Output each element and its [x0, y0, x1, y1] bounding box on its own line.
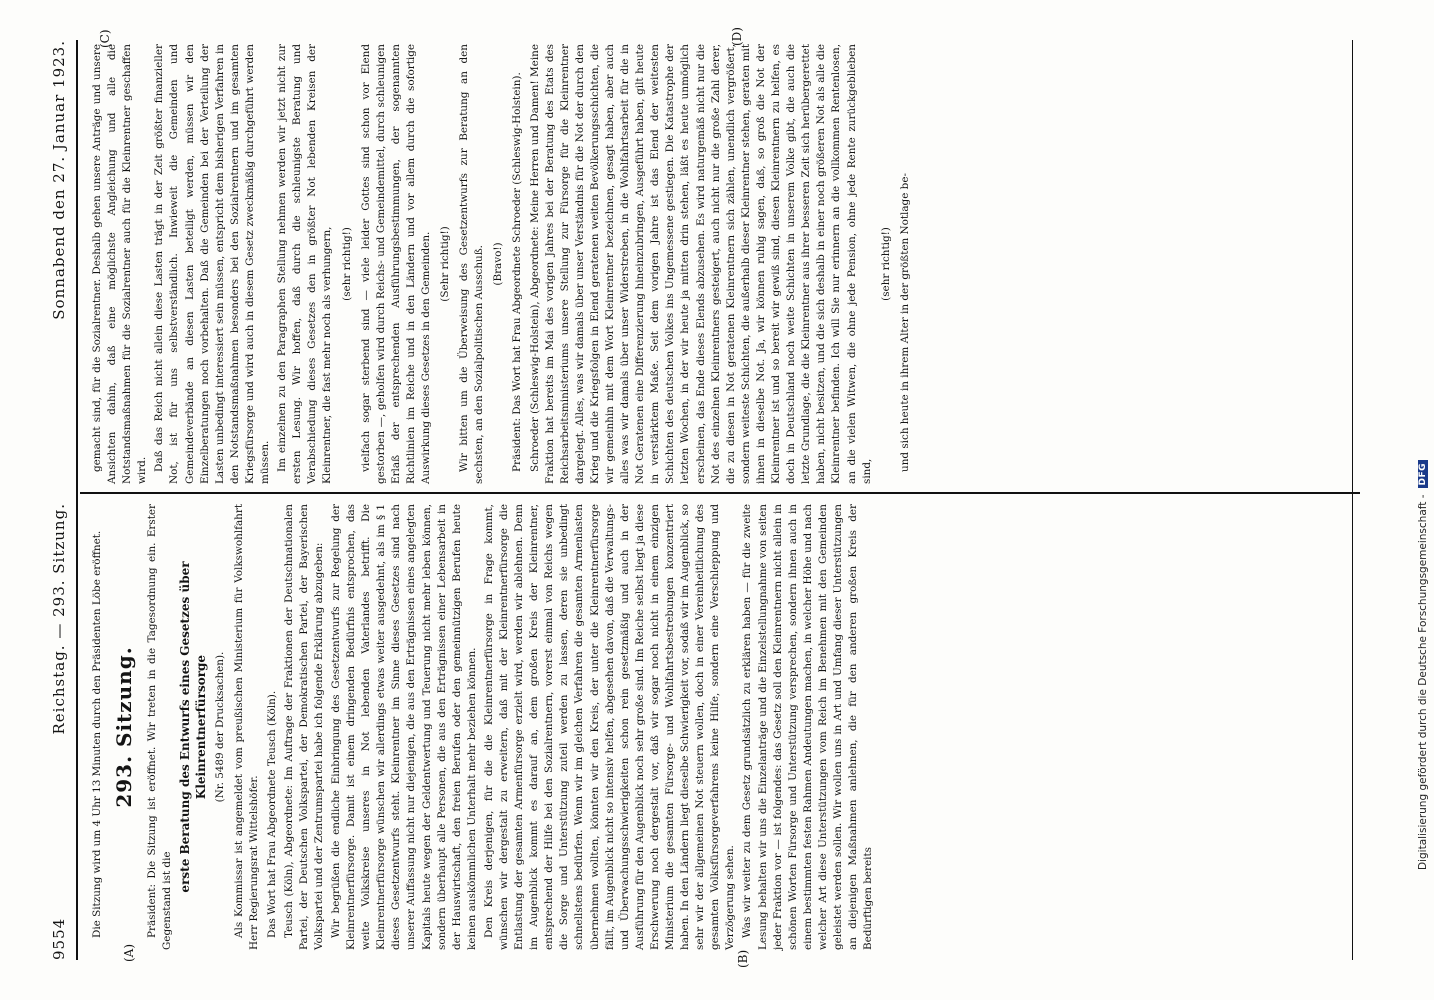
- digitization-credit: [1414, 10, 1432, 870]
- marker-a: (A): [122, 943, 136, 962]
- page-number: 9554: [50, 917, 68, 960]
- teusch-paragraph-2: Den Kreis derjenigen, für die die Kleinrentnerfürsorge in Frage kommt, wünschen wir dergestalt zu erweitern, daß mit der Kleinrentnerfürsorge die Entlastung der gesamten Armenfürsorge erzielt wird, werden wir ablehnen. Denn im Augenblick kommt es darauf an, dem großen Kreis der Kleinrentner, entsprechend der Hilfe bei den Sozialrentnern, vorerst einmal von Reichs wegen die Sorge und Unterstützung zuteil werden zu lassen, deren sie unbedingt schnellstens bedürfen. Wenn wir im gleichen Verfahren die gesamten Armenlasten übernehmen wollten, könnten wir den Kreis, der unter die Kleinrentnerfürsorge fällt, im Augenblick nicht so intensiv helfen, abgesehen davon, daß die Verwaltungs- und Überwachungsschwierigkeiten schon rein gesetzmäßig und auch in der Ausführung für den Augenblick noch sehr große sind. Im Reiche selbst liegt ja diese Erschwerung noch dergestalt vor, daß wir sogar noch nicht in einem einzigen Ministerium die gesamten Fürsorge- und Wohlfahrtsbestrebungen konzentriert haben. In den Ländern liegt dieselbe Schwierigkeit vor, sodaß wir im Augenblick, so sehr wir der allgemeinen Not steuern wollen, doch in einer Vereinheitlichung des gesamten Volksfürsorgeverfahrens keine Hilfe, sondern eine Verschleppung und Verzögerung sehen.: [482, 504, 737, 950]
- interjection-1: (sehr richtig!): [340, 227, 353, 301]
- header-rule: [76, 40, 78, 960]
- president-intro: Präsident: Die Sitzung ist eröffnet. Wir treten in die Tagesordnung ein. Erster Gegenstand ist die: [146, 504, 174, 950]
- president-call-schroeder: Präsident: Das Wort hat Frau Abgeordnete Schroeder (Schleswig-Holstein).: [511, 72, 524, 472]
- column-divider: [80, 492, 1360, 494]
- final-line: und sich heute in ihrem Alter in der größten Notlage be-: [898, 173, 911, 472]
- schroeder-speech: Schroeder (Schleswig-Holstein), Abgeordnete: Meine Herren und Damen! Meine Fraktion hat bereits im Mai des vorigen Jahres bei der Beratung des Etats des Reichsarbeitsministeriums unsere Stellung zur Fürsorge für die Kleinrentner dargelegt. Alles, was wir damals über unser Verständnis für die Not der durch den Krieg und die Kriegsfolgen in Elend geratenen weiten Bevölkerungsschichten, die wir gemeinhin mit dem Wort Kleinrentner bezeichnen, gesagt haben, aber auch alles was wir damals über unser Widerstreben, in die Wohlfahrtsarbeit für die in Not Geratenen eine Differenzierung hineinzubringen, Ausgeführt haben, gilt heute in verstärktem Maße. Seit dem vorigen Jahre ist das Elend der weitesten Schichten des deutschen Volkes ins Ungemessene gestiegen. Die Katastrophe der letzten Wochen, in der wir heute ja mitten drin stehen, läßt es heute unmöglich erscheinen, das Ende dieses Elends abzusehen. Es wird naturgemäß nicht nur die Not des einzelnen Kleinrentners gesteigert, auch nicht nur die große Zahl derer, die zu diesen in Not geratenen Kleinrentnern sich zählen, unendlich vergrößert, sondern weiteste Schichten, die außerhalb dieser Kleinrentner stehen, geraten mit ihnen in dieselbe Not. Ja, wir können ruhig sagen, daß, so groß die Not der Kleinrentner ist und so bereit wir gewiß sind, diesen Kleinrentnern zu helfen, es doch in Deutschland noch weite Schichten in unserem Volke gibt, die auch die letzte Grundlage, die die Kleinrentner aus ihrer besseren Zeit sich herübergerettet haben, nicht besitzen, und die sich deshalb in einer noch größeren Not als alle die Kleinrentner befinden. Ich will Sie nur erinnern an die vollkommen Rentenlosen, an die vielen Witwen, die ohne jede Pension, ohne jede Rente zurückgeblieben sind,: [528, 44, 873, 484]
- header-left-title: Reichstag. — 293. Sitzung.: [50, 503, 68, 735]
- interjection-4: (sehr richtig!): [879, 227, 892, 301]
- teusch-paragraph-1: Wir begrüßen die endliche Einbringung des Gesetzentwurfs zur Regelung der Kleinrentnerfürsorge. Damit ist einem dringenden Bedürfnis entsprochen, das weite Volkskreise unseres in Not lebenden Vaterlandes betrifft. Die Kleinrentnerfürsorge wünschen wir allerdings etwas weiter ausgedehnt, als im § 1 dieses Gesetzentwurfs steht. Kleinrentner im Sinne dieses Gesetzes sind nach unserer Auffassung nicht nur diejenigen, die aus den Erträgnissen eines angelegten Kapitals heute wegen der Geldentwertung und Teuerung nicht mehr leben können, sondern überhaupt alle Personen, die aus den Erträgnissen einer Lebensarbeit in der Hauswirtschaft, den freien Berufen oder den gemeinnützigen Berufen heute keinen auskömmlichen Unterhalt mehr beziehen können.: [329, 504, 478, 950]
- marker-c: (C): [98, 29, 112, 48]
- burden-paragraph: Daß das Reich nicht allein diese Lasten trägt in der Zeit größter finanzieller Not, ist für uns selbstverständlich. Inwieweit die Gemeinden und Gemeindeverbände an diesen Lasten beteiligt werden, müssen wir den Einzelberatungen noch vorbehalten. Daß die Gemeinden bei der Verteilung der Lasten unbedingt interessiert sein müssen, entspricht dem bisherigen Verfahren in den Notstandsmaßnahmen besonders bei den Sozialrentnern und im gesamten Kriegsfürsorge und wird auch in diesem Gesetz zweckmäßig durchgeführt werden müssen.: [153, 44, 272, 484]
- teusch-paragraph-3: Was wir weiter zu dem Gesetz grundsätzlich zu erklären haben — für die zweite Lesung behalten wir uns die Einzelanträge und die Einzelstellungnahme von seiten jeder Fraktion vor — ist folgendes: das Gesetz soll den Kleinrentnern nicht allein in schönen Worten Fürsorge und Unterstützung versprechen, sondern ihnen auch in einem bestimmten festen Rahmen Andeutungen machen, in welcher Höhe und nach welcher Art diese Unterstützungen vom Reich im Benehmen mit den Gemeinden geleistet werden sollen. Wir wollen uns in Art und Umfang dieser Unterstützungen an diejenigen Maßnahmen anlehnen, die für den anderen großen Kreis der Bedürftigen bereits: [741, 504, 875, 950]
- speaker-call: Das Wort hat Frau Abgeordnete Teusch (Köln).: [265, 690, 278, 938]
- session-title: 293. Sitzung.: [112, 646, 137, 808]
- agenda-heading: erste Beratung des Entwurfs eines Gesetzes über Kleinrentnerfürsorge: [178, 561, 209, 893]
- right-column: [90, 44, 1350, 484]
- dying-paragraph: vielfach sogar sterbend sind — viele leider Gottes sind schon vor Elend gestorben —, geholfen wird durch Reichs- und Gemeindemittel, durch schleunigen Erlaß der entsprechenden Ausführungsbestimmungen, der sogenannten Richtlinien im Reiche und in den Ländern und vor allem durch die sofortige Auswirkung dieses Gesetzes in den Gemeinden.: [359, 44, 432, 484]
- agenda-subheading: (Nr. 5489 der Drucksachen).: [214, 651, 227, 803]
- commissioner-note: Als Kommissar ist angemeldet vom preußischen Ministerium für Volkswohlfahrt Herr Regierungsrat Wittelshöfer.: [233, 504, 261, 950]
- marker-b: (B): [736, 949, 750, 968]
- right-border: [1352, 40, 1353, 960]
- credit-text: Digitalisierung gefördert durch die Deutsche Forschungsgemeinschaft -: [1417, 494, 1429, 870]
- interjection-3: (Bravo!): [492, 242, 505, 286]
- continuation-paragraph: gemacht sind, für die Sozialrentner. Deshalb gehen unsere Anträge und unsere Ansichten dahin, daß eine möglichste Angleichung und alle die Notstandsmaßnahmen für die Sozialrentner auch für die Kleinrentner geschaffen wird.: [91, 44, 149, 484]
- referral-paragraph: Wir bitten um die Überweisung des Gesetzentwurfs zur Beratung an den sechsten, an den Sozialpolitischen Ausschuß.: [458, 44, 486, 484]
- interjection-2: (Sehr richtig!): [439, 226, 452, 302]
- header-right-title: Sonnabend den 27. Januar 1923.: [50, 40, 68, 320]
- opening-line: Die Sitzung wird um 4 Uhr 13 Minuten durch den Präsidenten Löbe eröffnet.: [91, 530, 103, 938]
- detail-paragraph: Im einzelnen zu den Paragraphen Stellung nehmen werden wir jetzt nicht zur ersten Lesung. Wir hoffen, daß durch die schleunigste Beratung und Verabschiedung dieses Gesetzes den in größter Not lebenden Kreisen der Kleinrentner, die fast mehr noch als verhungern,: [276, 44, 334, 484]
- dfg-logo: DFG: [1418, 460, 1428, 489]
- page-header: [46, 40, 72, 960]
- teusch-statement: Teusch (Köln), Abgeordnete: Im Auftrage der Fraktionen der Deutschnationalen Partei, der Deutschen Volkspartei, der Demokratischen Partei, der Bayerischen Volkspartei und der Zentrumspartei habe ich folgende Erklärung abzugeben:: [282, 504, 325, 950]
- marker-d: (D): [730, 27, 744, 46]
- left-column: [90, 504, 1350, 950]
